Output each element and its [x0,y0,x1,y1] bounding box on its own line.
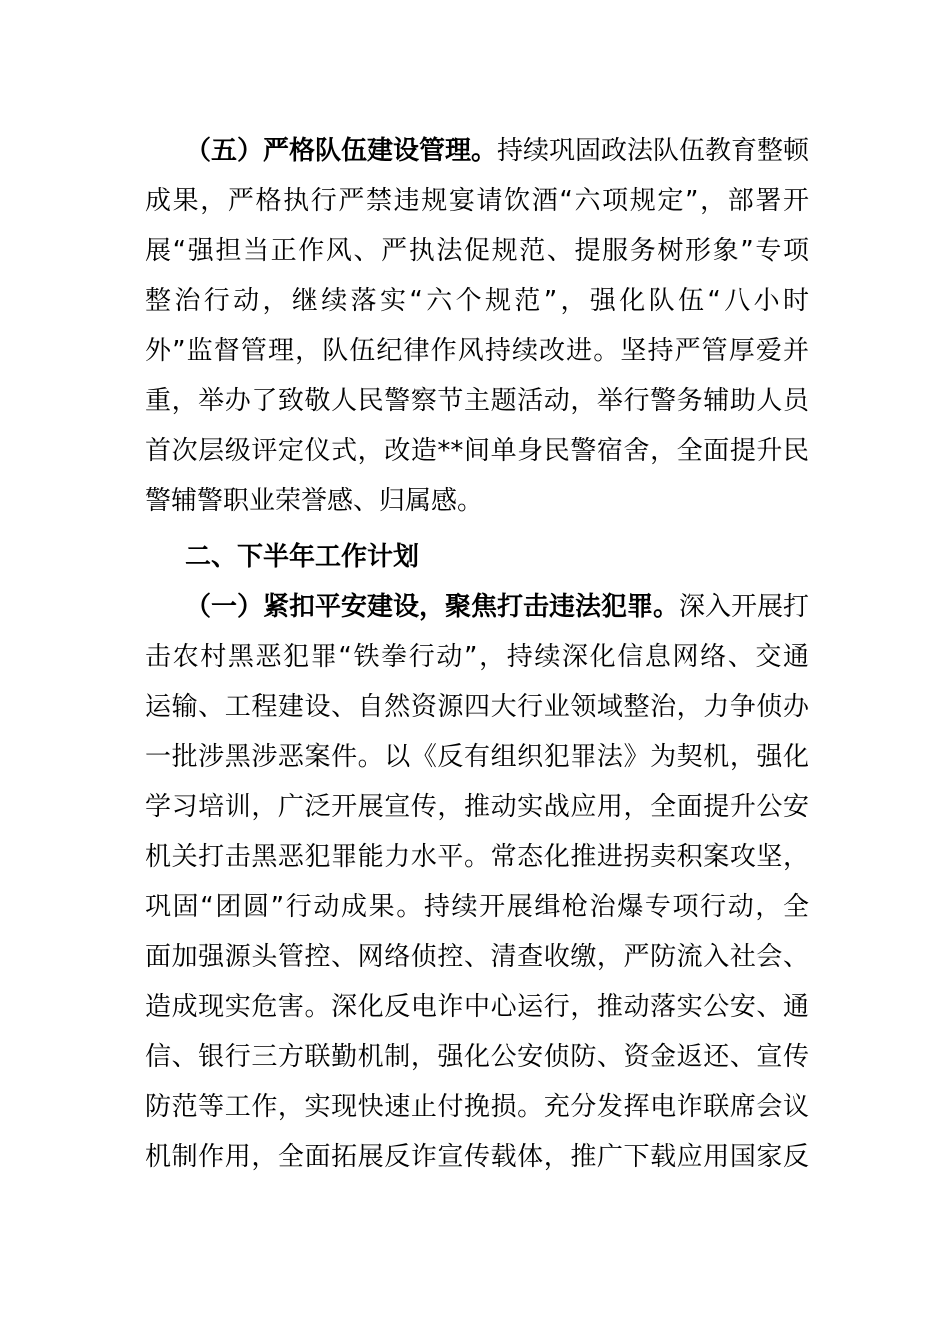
paragraph-line: 巩固“团圆”行动成果。持续开展缉枪治爆专项行动，全 [145,892,809,922]
paragraph-line: 学习培训，广泛开展宣传，推动实战应用，全面提升公安 [145,792,809,822]
paragraph-line: 警辅警职业荣誉感、归属感。 [145,486,484,516]
paragraph-line: 重，举办了致敬人民警察节主题活动，举行警务辅助人员 [145,386,809,416]
paragraph-line: 机关打击黑恶犯罪能力水平。常态化推进拐卖积案攻坚， [145,842,809,872]
section-heading: （五）严格队伍建设管理。 [185,136,498,166]
paragraph-text: 持续巩固政法队伍教育整顿 [497,136,810,166]
paragraph-line: 防范等工作，实现快速止付挽损。充分发挥电诈联席会议 [145,1092,809,1122]
paragraph-line: 击农村黑恶犯罪“铁拳行动”，持续深化信息网络、交通 [145,642,809,672]
section-heading: （一）紧扣平安建设，聚焦打击违法犯罪。 [185,592,680,622]
paragraph-line: 机制作用，全面拓展反诈宣传载体，推广下载应用国家反 [145,1142,809,1172]
paragraph-line: 首次层级评定仪式，改造**间单身民警宿舍，全面提升民 [145,436,809,466]
paragraph-text: 深入开展打 [679,592,810,622]
paragraph-line: 面加强源头管控、网络侦控、清查收缴，严防流入社会、 [145,942,809,972]
paragraph-line: 外”监督管理，队伍纪律作风持续改进。坚持严管厚爱并 [145,336,809,366]
paragraph-line [145,582,809,632]
paragraph-line: 信、银行三方联勤机制，强化公安侦防、资金返还、宣传 [145,1042,809,1072]
paragraph-line: 运输、工程建设、自然资源四大行业领域整治，力争侦办 [145,692,809,722]
document-body [145,126,809,1182]
paragraph-line [145,126,809,176]
paragraph-line: 一批涉黑涉恶案件。以《反有组织犯罪法》为契机，强化 [145,742,809,772]
part-heading: 二、下半年工作计划 [185,542,420,572]
paragraph-line: 成果，严格执行严禁违规宴请饮酒“六项规定”，部署开 [145,186,809,216]
paragraph-line: 造成现实危害。深化反电诈中心运行，推动落实公安、通 [145,992,809,1022]
paragraph-line: 整治行动，继续落实“六个规范”，强化队伍“八小时 [145,286,809,316]
paragraph-line: 展“强担当正作风、严执法促规范、提服务树形象”专项 [145,236,809,266]
